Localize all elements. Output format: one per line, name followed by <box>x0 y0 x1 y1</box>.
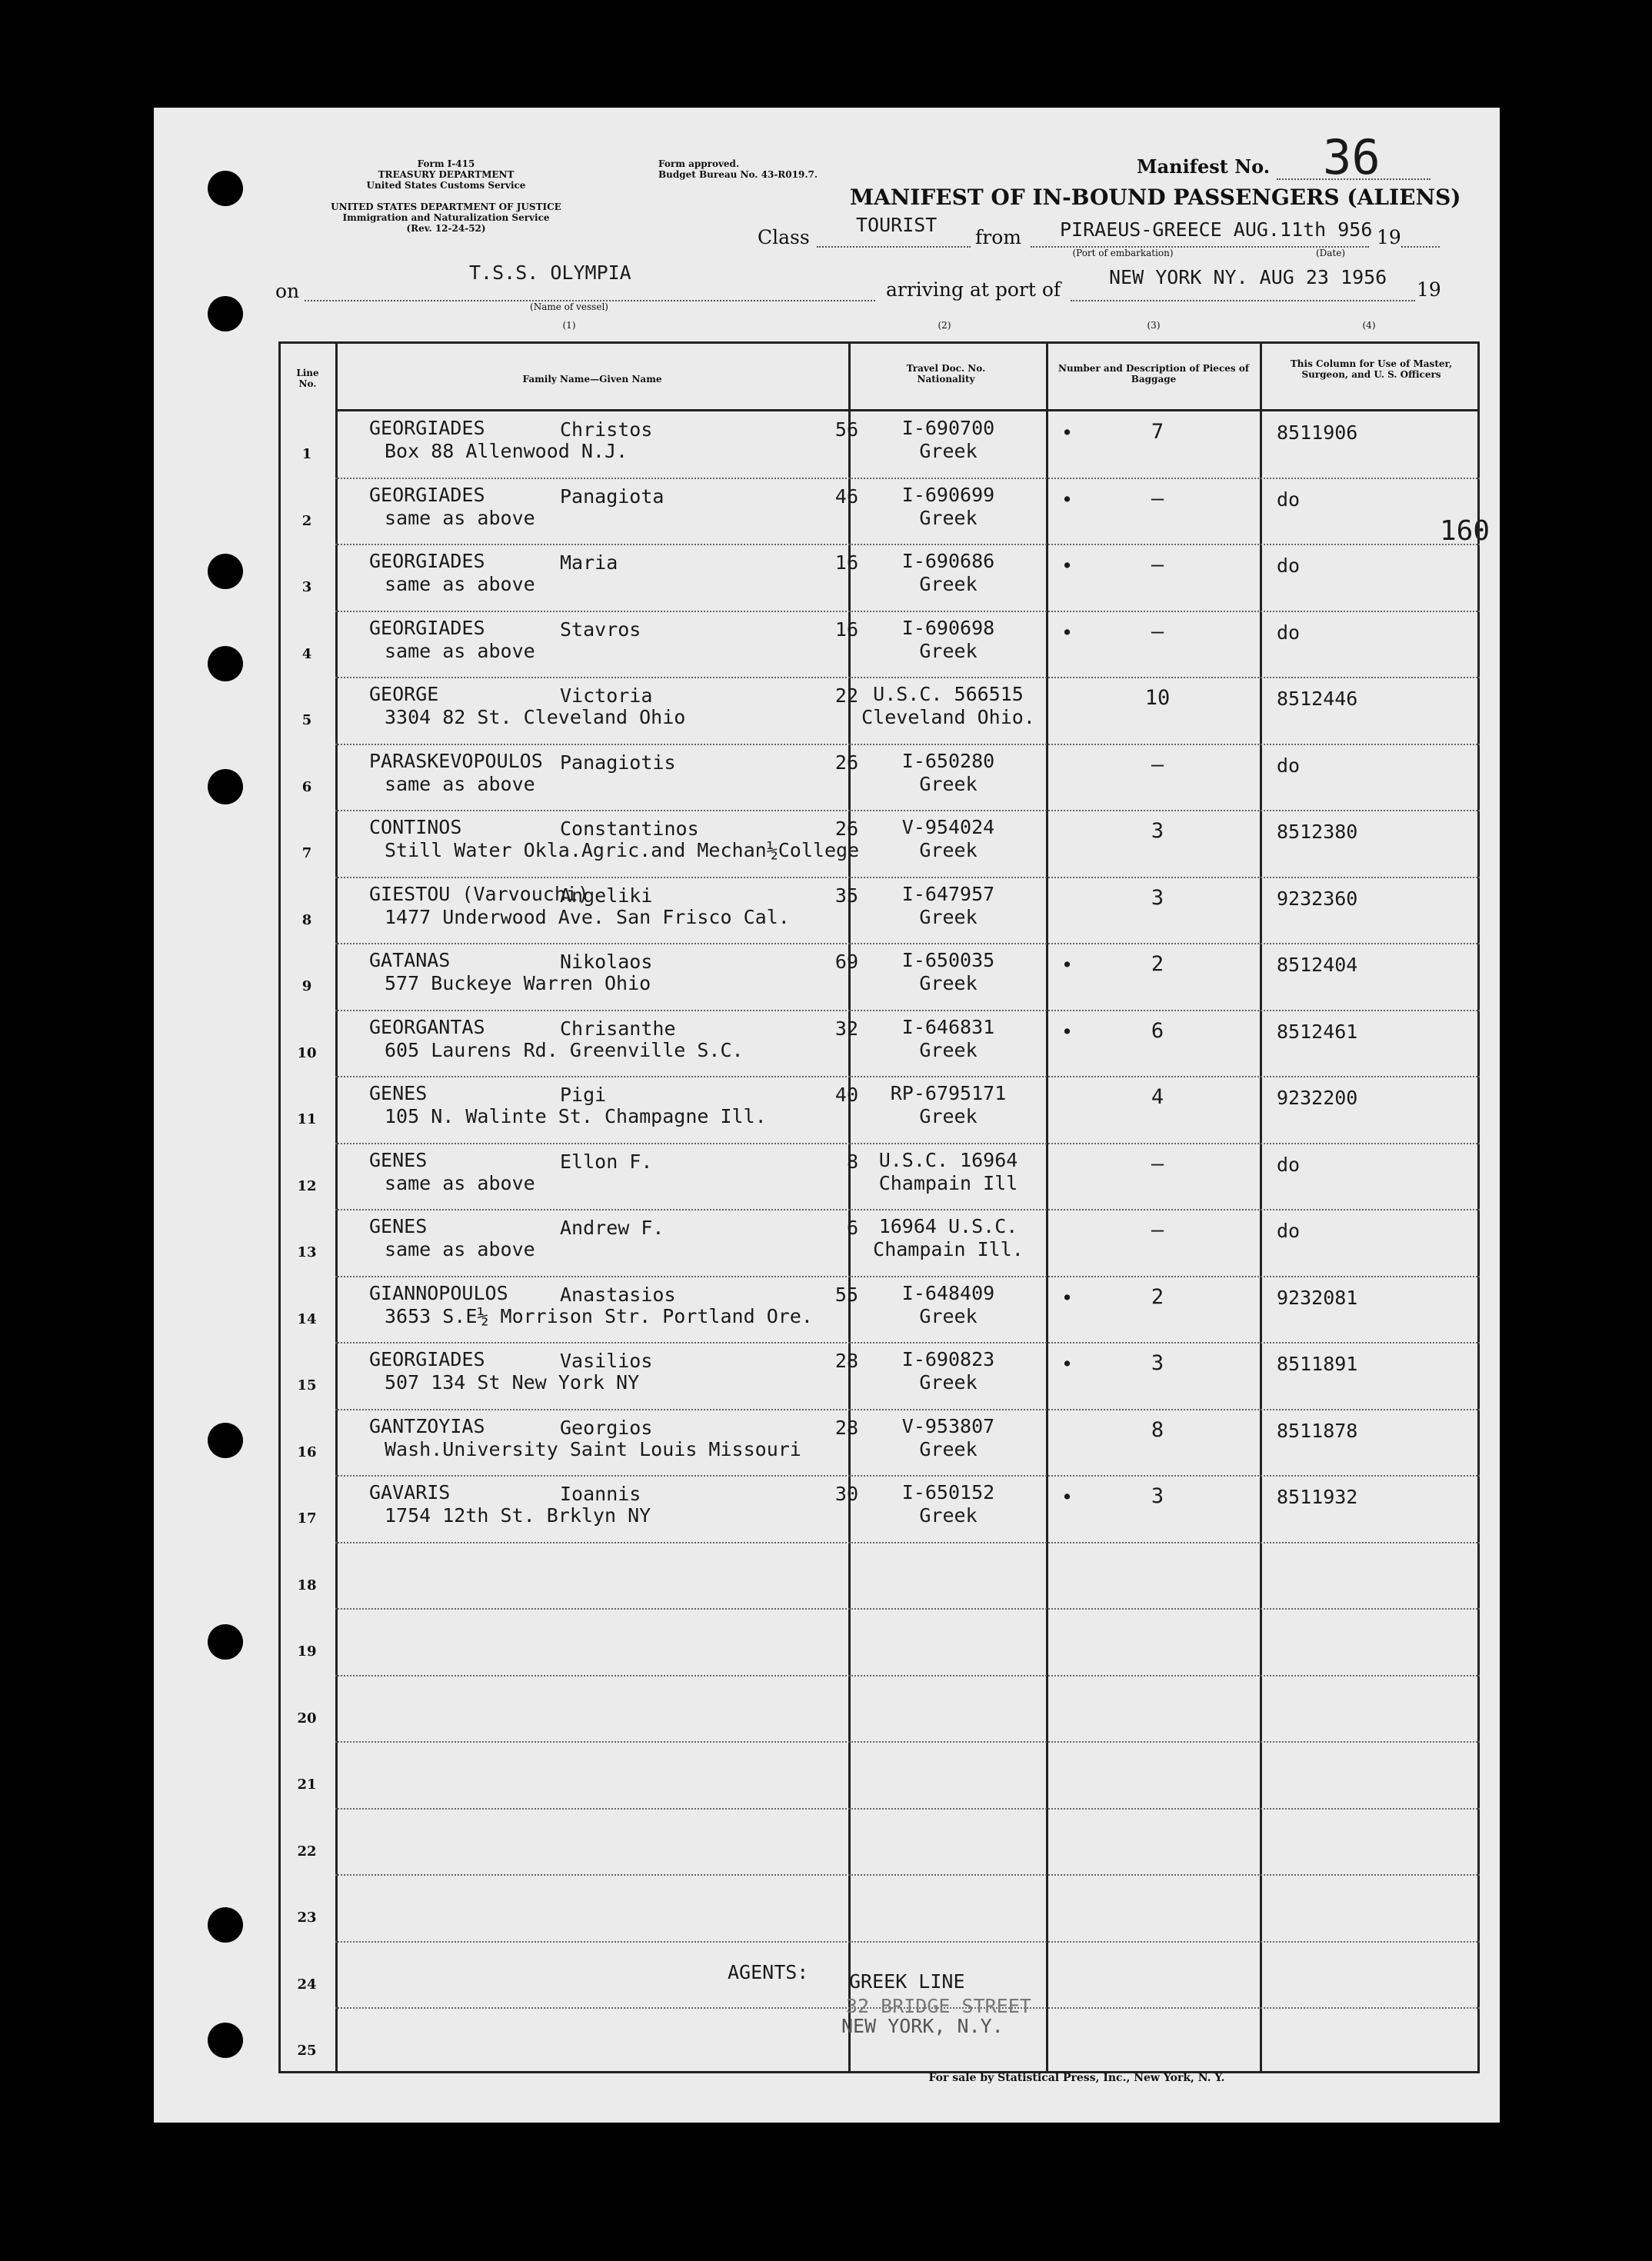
officer-entry: 8511932 <box>1277 1486 1358 1508</box>
officer-entry: 8511906 <box>1277 421 1358 444</box>
travel-doc-no: U.S.C. 16964 <box>878 1148 1018 1171</box>
header-travel-doc: Travel Doc. No. Nationality <box>906 363 986 385</box>
officer-entry: 8511878 <box>1277 1419 1358 1442</box>
line-number: 24 <box>297 1976 317 1993</box>
line-number: 20 <box>297 1710 317 1727</box>
age: 16 <box>834 551 858 574</box>
line-number: 8 <box>301 911 312 928</box>
row-separator <box>335 1209 1480 1210</box>
arrival-value: NEW YORK NY. AUG 23 1956 <box>1109 266 1387 288</box>
row-separator <box>335 1608 1480 1610</box>
given-name: Ioannis <box>560 1483 641 1505</box>
travel-doc-no: I-650152 <box>901 1481 995 1503</box>
age: 8 <box>846 1150 858 1173</box>
address: same as above <box>385 772 535 795</box>
age: 35 <box>834 884 858 907</box>
punch-hole <box>208 296 243 331</box>
row-separator <box>335 1010 1480 1011</box>
travel-doc-no: I-690823 <box>901 1348 995 1370</box>
baggage-count: 2 <box>1151 952 1164 976</box>
age: 55 <box>834 1283 858 1306</box>
officer-entry: 9232360 <box>1277 887 1358 910</box>
class-line <box>817 246 971 248</box>
justice-dept: UNITED STATES DEPARTMENT OF JUSTICE <box>331 201 561 212</box>
agents-label: AGENTS: <box>728 1961 809 1983</box>
punch-hole <box>208 2023 243 2058</box>
nationality: Greek <box>919 1304 978 1327</box>
nationality: Greek <box>919 1105 978 1127</box>
baggage-mark: • <box>1061 554 1074 577</box>
year-suffix: 19 <box>1377 226 1401 248</box>
given-name: Anastasios <box>560 1283 676 1306</box>
officer-entry: do <box>1277 1153 1301 1176</box>
line-number: 3 <box>301 579 312 595</box>
address: 605 Laurens Rd. Greenville S.C. <box>385 1038 744 1061</box>
class-value: TOURIST <box>856 214 938 236</box>
age: 30 <box>834 1483 858 1505</box>
officer-entry: do <box>1277 1220 1301 1242</box>
row-separator <box>335 544 1480 545</box>
row-separator <box>335 810 1480 811</box>
punch-hole <box>208 1624 243 1660</box>
nationality: Greek <box>919 839 978 861</box>
line-number: 17 <box>297 1510 317 1527</box>
age: 40 <box>834 1084 858 1106</box>
baggage-count: 10 <box>1144 686 1171 710</box>
baggage-mark: • <box>1061 621 1074 644</box>
age: 22 <box>834 684 858 707</box>
travel-doc-no: V-953807 <box>901 1414 995 1437</box>
row-separator <box>335 1941 1480 1943</box>
row-separator <box>335 1874 1480 1876</box>
baggage-count: 8 <box>1151 1417 1164 1442</box>
vessel-name: T.S.S. OLYMPIA <box>469 261 631 284</box>
baggage-mark: • <box>1061 1486 1074 1508</box>
age: 32 <box>834 1017 858 1040</box>
address: 507 134 St New York NY <box>385 1371 640 1394</box>
given-name: Nikolaos <box>560 951 653 973</box>
given-name: Stavros <box>560 618 641 641</box>
passenger-table <box>278 341 1480 2073</box>
given-name: Georgios <box>560 1416 653 1439</box>
col3-number: (3) <box>1147 320 1161 331</box>
family-name: GENES <box>369 1215 428 1237</box>
family-name: GEORGIADES <box>369 616 485 639</box>
address: Box 88 Allenwood N.J. <box>385 440 628 462</box>
punch-hole <box>208 171 243 206</box>
nationality: Champain Ill. <box>873 1238 1024 1260</box>
officer-entry: do <box>1277 754 1301 777</box>
class-label: Class <box>758 226 810 248</box>
age: 28 <box>834 1416 858 1439</box>
baggage-mark: • <box>1061 1286 1074 1309</box>
travel-doc-no: U.S.C. 566515 <box>873 683 1024 705</box>
age: 26 <box>834 817 858 840</box>
agents-line1: GREEK LINE <box>849 1970 965 1993</box>
punch-hole <box>208 646 243 681</box>
row-separator <box>335 1675 1480 1677</box>
line-number: 5 <box>301 712 312 728</box>
officer-entry: 8511891 <box>1277 1353 1358 1375</box>
row-separator <box>335 478 1480 479</box>
address: 577 Buckeye Warren Ohio <box>385 972 651 994</box>
address: same as above <box>385 639 535 662</box>
budget-bureau: Budget Bureau No. 43-R019.7. <box>658 169 818 180</box>
line-number: 14 <box>297 1310 317 1327</box>
officer-entry: 8512446 <box>1277 688 1358 710</box>
row-separator <box>335 1076 1480 1077</box>
line-number: 22 <box>297 1843 317 1860</box>
line-number: 4 <box>301 645 312 662</box>
row-separator <box>335 1475 1480 1477</box>
given-name: Andrew F. <box>560 1217 664 1239</box>
year-line <box>1401 246 1440 248</box>
line-number: 11 <box>297 1111 317 1127</box>
family-name: GEORGIADES <box>369 550 485 572</box>
family-name: GAVARIS <box>369 1481 451 1503</box>
nationality: Cleveland Ohio. <box>861 706 1035 728</box>
family-name: GATANAS <box>369 949 451 971</box>
baggage-mark: • <box>1061 488 1074 511</box>
officer-entry: do <box>1277 488 1301 511</box>
row-separator <box>335 943 1480 944</box>
form-number: Form I-415 <box>417 158 475 169</box>
address: 3653 S.E½ Morrison Str. Portland Ore. <box>385 1304 813 1327</box>
age: 28 <box>834 1350 858 1372</box>
line-number: 2 <box>301 512 312 529</box>
age: 6 <box>846 1217 858 1239</box>
vessel-caption: (Name of vessel) <box>530 301 608 312</box>
form-approved: Form approved. <box>658 158 740 169</box>
family-name: CONTINOS <box>369 816 462 838</box>
address: Still Water Okla.Agric.and Mechan½College <box>385 839 860 861</box>
travel-doc-no: I-690700 <box>901 417 995 439</box>
family-name: GEORGIADES <box>369 483 485 506</box>
manifest-label: Manifest No. <box>1137 155 1271 178</box>
treasury-dept: TREASURY DEPARTMENT <box>378 169 515 180</box>
baggage-mark: • <box>1061 954 1074 976</box>
family-name: GEORGIADES <box>369 1348 485 1370</box>
age: 46 <box>834 484 858 508</box>
nationality: Greek <box>919 972 978 994</box>
row-separator <box>335 1276 1480 1277</box>
line-number: 16 <box>297 1444 317 1460</box>
nationality: Greek <box>919 1504 978 1527</box>
baggage-count: 3 <box>1151 819 1164 843</box>
year-suffix-2: 19 <box>1417 278 1441 301</box>
officer-entry: 9232200 <box>1277 1087 1358 1109</box>
row-separator <box>335 877 1480 878</box>
line-number: 15 <box>297 1377 317 1394</box>
row-separator <box>335 1143 1480 1144</box>
line-number: 18 <box>297 1577 317 1593</box>
family-name: GENES <box>369 1148 428 1171</box>
given-name: Ellon F. <box>560 1150 653 1173</box>
officer-entry: 8512461 <box>1277 1020 1358 1043</box>
row-separator <box>335 1342 1480 1344</box>
line-number: 13 <box>297 1244 317 1260</box>
from-value: PIRAEUS-GREECE AUG.11th 956 <box>1060 218 1373 241</box>
nationality: Greek <box>919 905 978 928</box>
given-name: Victoria <box>560 684 653 707</box>
from-label: from <box>975 226 1021 248</box>
baggage-count: – <box>1151 1218 1164 1242</box>
col1-number: (1) <box>562 320 576 331</box>
line-number: 25 <box>297 2043 317 2059</box>
baggage-count: 2 <box>1151 1284 1164 1309</box>
family-name: GEORGIADES <box>369 417 485 439</box>
given-name: Chrisanthe <box>560 1017 676 1040</box>
officer-entry: 8512380 <box>1277 821 1358 843</box>
col-divider <box>335 341 338 2073</box>
line-number: 19 <box>297 1643 317 1660</box>
baggage-count: 3 <box>1151 1484 1164 1508</box>
baggage-count: – <box>1151 1151 1164 1176</box>
col-divider <box>1260 341 1262 2073</box>
immigration-service: Immigration and Naturalization Service <box>342 212 550 223</box>
travel-doc-no: V-954024 <box>901 816 995 838</box>
col2-number: (2) <box>938 320 951 331</box>
officer-entry: 8512404 <box>1277 954 1358 976</box>
family-name: GIANNOPOULOS <box>369 1281 508 1304</box>
travel-doc-no: I-648409 <box>901 1281 995 1304</box>
age: 56 <box>834 418 858 441</box>
family-name: GANTZOYIAS <box>369 1414 485 1437</box>
travel-doc-no: I-690698 <box>901 616 995 639</box>
travel-doc-no: I-690686 <box>901 550 995 572</box>
header-line-no: Line No. <box>296 368 319 389</box>
given-name: Angeliki <box>560 884 653 907</box>
form-revision: (Rev. 12-24-52) <box>406 223 486 234</box>
header-officers: This Column for Use of Master, Surgeon, and U. S. Officers <box>1290 358 1453 380</box>
address: same as above <box>385 1171 535 1194</box>
travel-doc-no: 16964 U.S.C. <box>878 1215 1018 1237</box>
row-separator <box>335 677 1480 678</box>
officer-entry: 9232081 <box>1277 1286 1358 1309</box>
baggage-count: 3 <box>1151 885 1164 910</box>
address: same as above <box>385 506 535 529</box>
baggage-count: 7 <box>1151 420 1164 444</box>
row-separator <box>335 1741 1480 1743</box>
baggage-count: – <box>1151 486 1164 511</box>
travel-doc-no: I-650035 <box>901 949 995 971</box>
arriving-label: arriving at port of <box>886 278 1061 301</box>
line-number: 9 <box>301 978 312 994</box>
travel-doc-no: I-690699 <box>901 483 995 506</box>
line-number: 12 <box>297 1177 317 1194</box>
age: 69 <box>834 951 858 973</box>
agents-line3: NEW YORK, N.Y. <box>841 2015 1004 2037</box>
given-name: Vasilios <box>560 1350 653 1372</box>
row-separator <box>335 744 1480 745</box>
header-name: Family Name—Given Name <box>522 374 662 385</box>
baggage-mark: • <box>1061 421 1074 444</box>
nationality: Greek <box>919 772 978 795</box>
given-name: Pigi <box>560 1084 607 1106</box>
baggage-mark: • <box>1061 1020 1074 1043</box>
given-name: Panagiota <box>560 484 664 508</box>
officer-entry: do <box>1277 554 1301 577</box>
on-label: on <box>275 280 300 302</box>
address: same as above <box>385 573 535 595</box>
side-number: 160 <box>1440 515 1490 547</box>
header-baggage: Number and Description of Pieces of Baggage <box>1058 363 1249 385</box>
punch-hole <box>208 1907 243 1943</box>
row-separator <box>335 1542 1480 1543</box>
punch-hole <box>208 554 243 589</box>
punch-hole <box>208 1423 243 1458</box>
line-number: 21 <box>297 1776 317 1793</box>
baggage-count: 3 <box>1151 1351 1164 1375</box>
family-name: GIESTOU (Varvouchi) <box>369 882 589 905</box>
baggage-count: 6 <box>1151 1018 1164 1043</box>
travel-doc-no: I-647957 <box>901 882 995 905</box>
line-number: 6 <box>301 778 312 795</box>
family-name: GENES <box>369 1082 428 1104</box>
address: Wash.University Saint Louis Missouri <box>385 1437 801 1460</box>
arrival-line <box>1071 300 1415 301</box>
baggage-count: – <box>1151 553 1164 577</box>
nationality: Greek <box>919 1437 978 1460</box>
family-name: PARASKEVOPOULOS <box>369 749 543 772</box>
officer-entry: do <box>1277 621 1301 644</box>
family-name: GEORGE <box>369 683 439 705</box>
travel-doc-no: I-646831 <box>901 1015 995 1038</box>
nationality: Greek <box>919 639 978 662</box>
port-emb-caption: (Port of embarkation) <box>1072 248 1174 258</box>
baggage-count: 4 <box>1151 1085 1164 1109</box>
travel-doc-no: RP-6795171 <box>890 1082 1007 1104</box>
address: 105 N. Walinte St. Champagne Ill. <box>385 1105 767 1127</box>
given-name: Christos <box>560 418 653 441</box>
nationality: Greek <box>919 1371 978 1394</box>
nationality: Greek <box>919 1038 978 1061</box>
baggage-mark: • <box>1061 1353 1074 1375</box>
address: 3304 82 St. Cleveland Ohio <box>385 706 686 728</box>
age: 26 <box>834 751 858 774</box>
customs-service: United States Customs Service <box>366 180 526 191</box>
nationality: Greek <box>919 440 978 462</box>
address: 1754 12th St. Brklyn NY <box>385 1504 651 1527</box>
date-caption: (Date) <box>1315 248 1346 258</box>
col4-number: (4) <box>1362 320 1376 331</box>
line-number: 7 <box>301 845 312 861</box>
row-separator <box>335 1409 1480 1410</box>
col-divider <box>1046 341 1048 2073</box>
travel-doc-no: I-650280 <box>901 749 995 772</box>
row-separator <box>335 1808 1480 1810</box>
line-number: 10 <box>297 1044 317 1061</box>
manifest-title: MANIFEST OF IN-BOUND PASSENGERS (ALIENS) <box>850 185 1461 210</box>
given-name: Maria <box>560 551 618 574</box>
age: 16 <box>834 618 858 641</box>
given-name: Constantinos <box>560 817 699 840</box>
punch-hole <box>208 769 243 804</box>
nationality: Greek <box>919 573 978 595</box>
address: 1477 Underwood Ave. San Frisco Cal. <box>385 905 790 928</box>
footer-text: For sale by Statistical Press, Inc., New York, N. Y. <box>928 2072 1225 2084</box>
manifest-number: 36 <box>1323 129 1381 185</box>
given-name: Panagiotis <box>560 751 676 774</box>
row-separator <box>335 611 1480 612</box>
address: same as above <box>385 1238 535 1260</box>
baggage-count: – <box>1151 752 1164 777</box>
col-divider <box>848 341 851 2073</box>
line-number: 1 <box>301 446 312 462</box>
header-divider <box>335 409 1480 411</box>
line-number: 23 <box>297 1910 317 1926</box>
family-name: GEORGANTAS <box>369 1015 485 1038</box>
nationality: Greek <box>919 506 978 529</box>
nationality: Champain Ill <box>878 1171 1018 1194</box>
agents-line2: 32 BRIDGE STREET <box>846 1995 1031 2017</box>
baggage-count: – <box>1151 619 1164 644</box>
